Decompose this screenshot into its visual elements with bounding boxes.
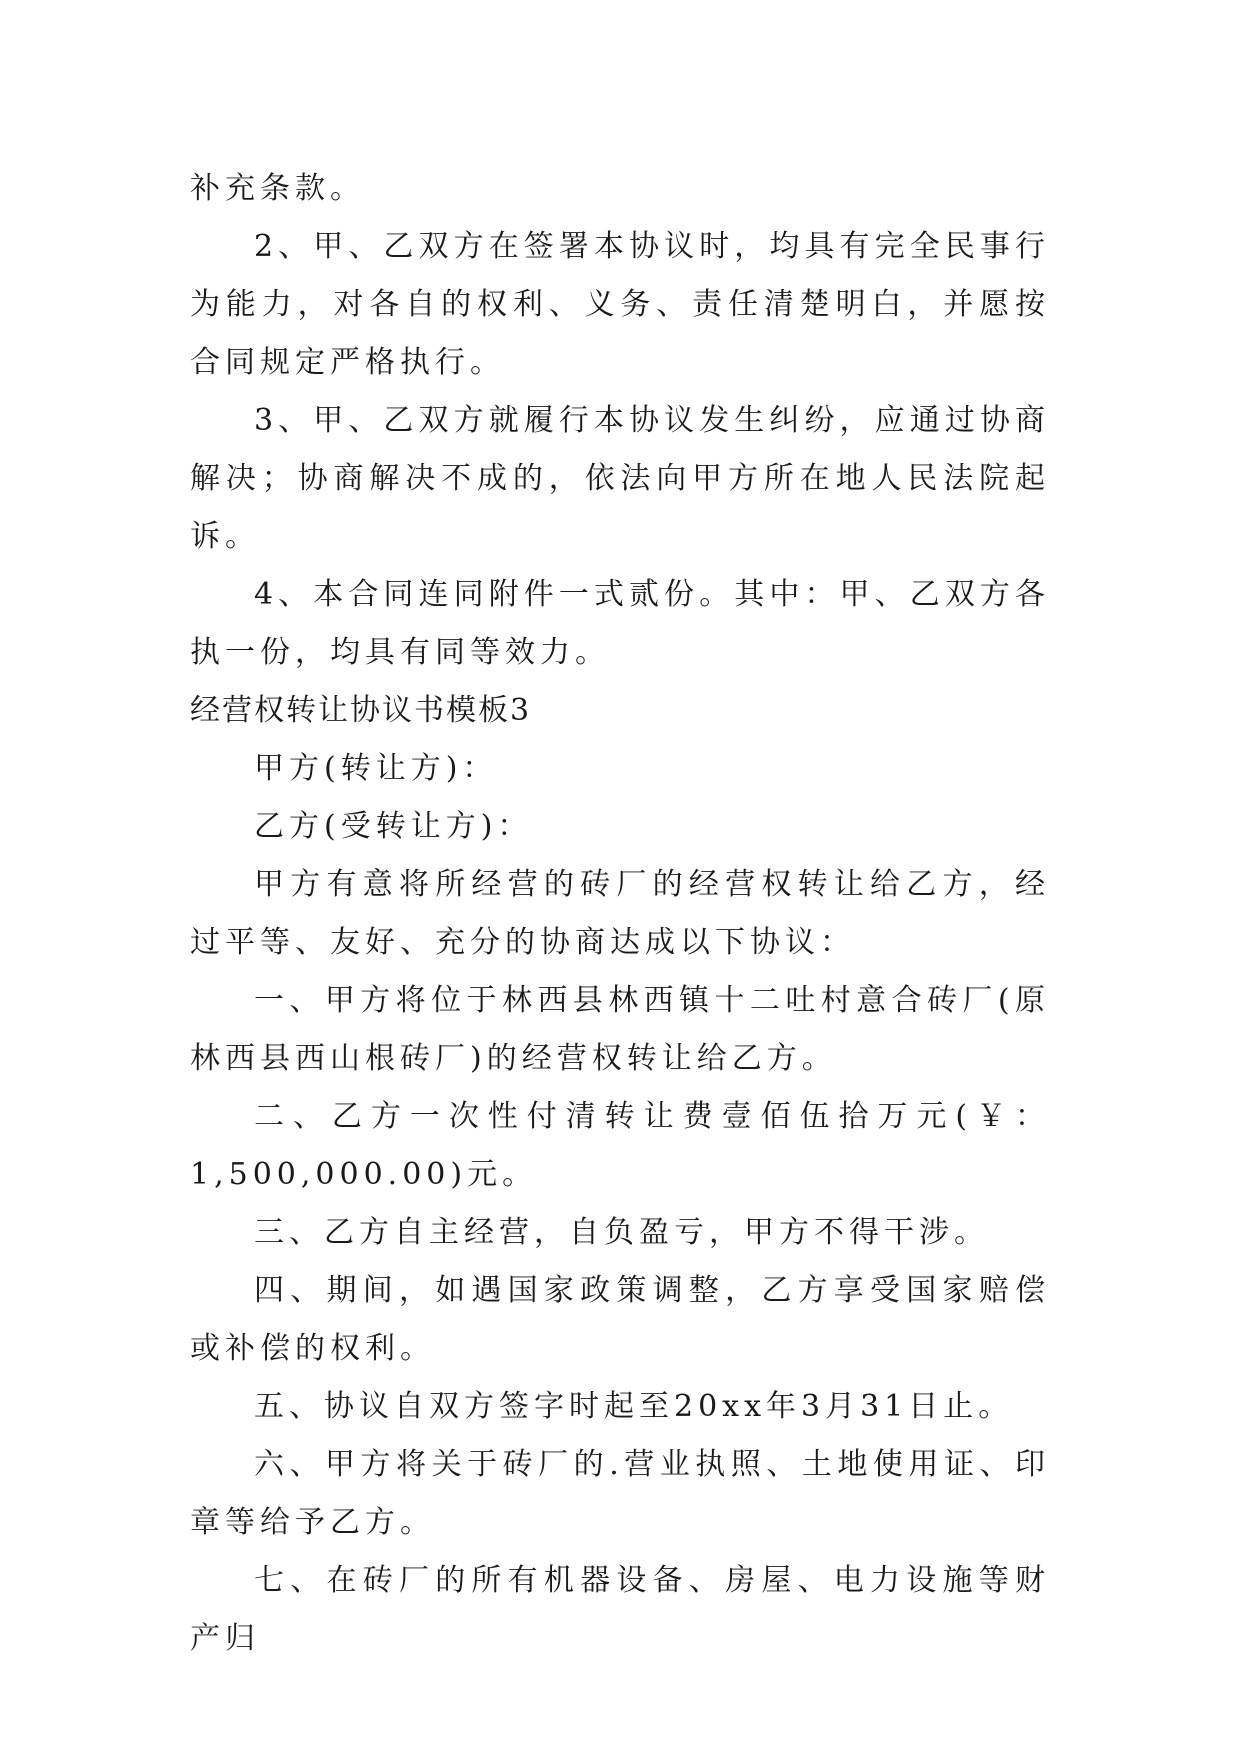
paragraph-clause-3: 3、甲、乙双方就履行本协议发生纠纷，应通过协商解决；协商解决不成的，依法向甲方所在地人民法院起诉。 (190, 403, 1050, 554)
paragraph-article-4: 四、期间，如遇国家政策调整，乙方享受国家赔偿或补偿的权利。 (190, 1273, 1050, 1366)
document-body (190, 160, 1050, 1668)
paragraph-party-a: 甲方(转让方)： (254, 751, 498, 786)
paragraph-supplementary-clause-end: 补充条款。 (190, 171, 365, 206)
paragraph-article-2: 二、乙方一次性付清转让费壹佰伍拾万元(￥：1,500,000.00)元。 (190, 1099, 1050, 1192)
paragraph-preamble: 甲方有意将所经营的砖厂的经营权转让给乙方，经过平等、友好、充分的协商达成以下协议： (190, 867, 1050, 960)
paragraph-party-b: 乙方(受转让方)： (254, 809, 533, 844)
paragraph-article-6: 六、甲方将关于砖厂的.营业执照、土地使用证、印章等给予乙方。 (190, 1447, 1050, 1540)
section-heading-template-3: 经营权转让协议书模板3 (190, 693, 532, 728)
paragraph-article-7: 七、在砖厂的所有机器设备、房屋、电力设施等财产归 (190, 1563, 1050, 1656)
paragraph-article-3: 三、乙方自主经营，自负盈亏，甲方不得干涉。 (254, 1215, 989, 1250)
paragraph-article-1: 一、甲方将位于林西县林西镇十二吐村意合砖厂(原林西县西山根砖厂)的经营权转让给乙方。 (190, 983, 1050, 1076)
paragraph-article-5: 五、协议自双方签字时起至20xx年3月31日止。 (254, 1389, 1014, 1424)
paragraph-clause-2: 2、甲、乙双方在签署本协议时，均具有完全民事行为能力，对各自的权利、义务、责任清楚明白，并愿按合同规定严格执行。 (190, 229, 1050, 380)
paragraph-clause-4: 4、本合同连同附件一式贰份。其中：甲、乙双方各执一份，均具有同等效力。 (190, 577, 1050, 670)
